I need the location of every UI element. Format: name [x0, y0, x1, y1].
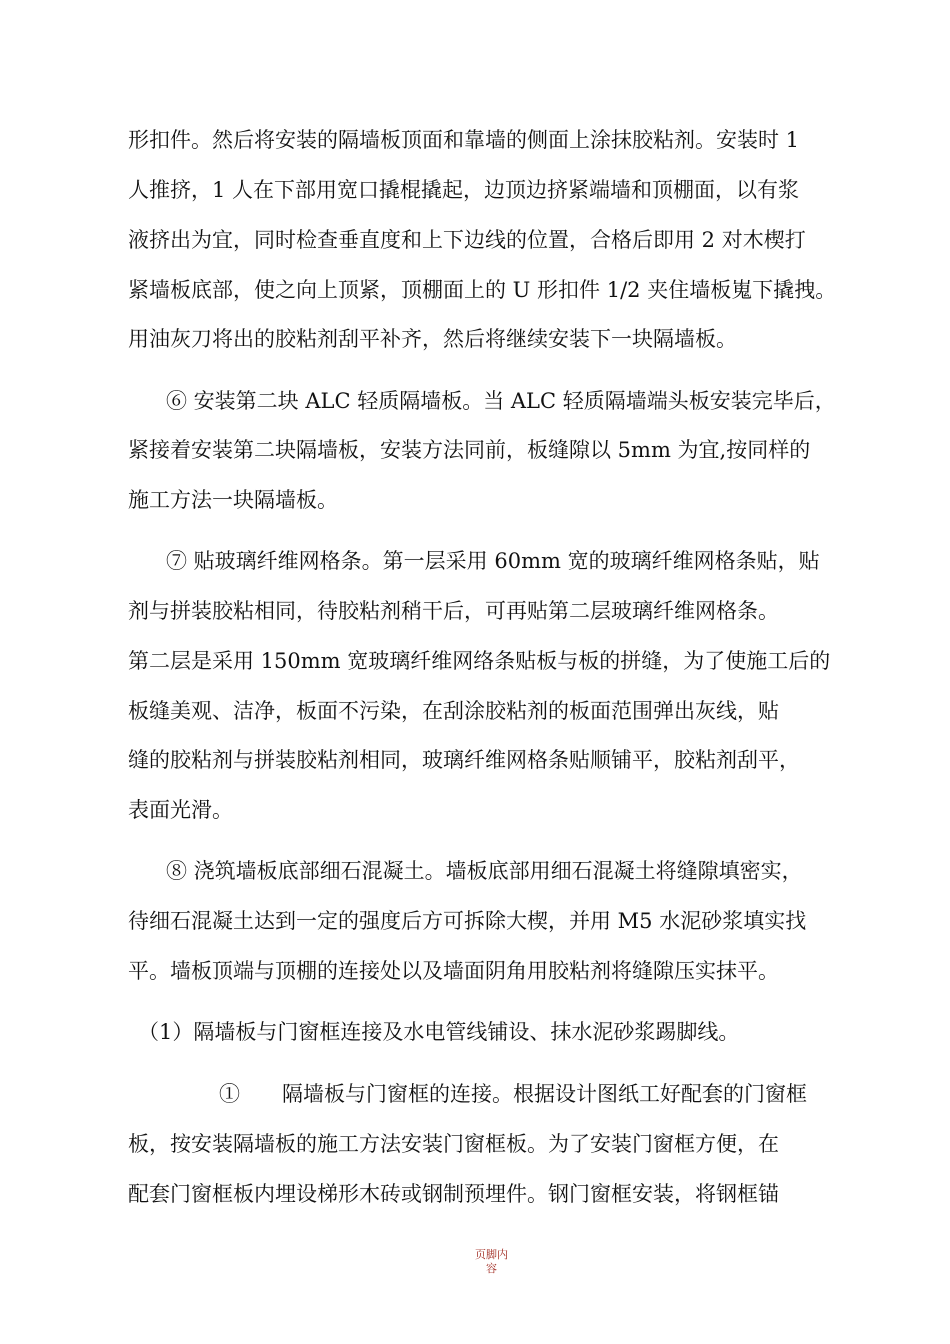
- text-line: 配套门窗框板内埋设梯形木砖或钢制预埋件。钢门窗框安装，将钢框锚: [128, 1182, 779, 1206]
- text-line: 紧墙板底部，使之向上顶紧，顶棚面上的 U 形扣件 1/2 夹住墙板嵬下撬拽。: [128, 278, 837, 302]
- page-footer: [475, 1248, 508, 1276]
- text-line: ⑦ 贴玻璃纤维网格条。第一层采用 60mm 宽的玻璃纤维网格条贴，贴: [166, 549, 820, 573]
- section-heading: （1）隔墙板与门窗框连接及水电管线铺设、抹水泥砂浆踢脚线。: [138, 1020, 740, 1044]
- text-line: 用油灰刀将出的胶粘剂刮平补齐，然后将继续安装下一块隔墙板。: [128, 327, 737, 351]
- text-line: 人推挤，1 人在下部用宽口撬棍撬起，边顶边挤紧端墙和顶棚面，以有浆: [128, 178, 800, 202]
- footer-line: 容: [486, 1262, 497, 1275]
- text-line: ⑥ 安装第二块 ALC 轻质隔墙板。当 ALC 轻质隔墙端头板安装完毕后，: [166, 389, 836, 413]
- text-line: 紧接着安装第二块隔墙板，安装方法同前，板缝隙以 5mm 为宜,按同样的: [128, 438, 811, 462]
- text-line: ① 隔墙板与门窗框的连接。根据设计图纸工好配套的门窗框: [219, 1082, 807, 1106]
- text-line: 缝的胶粘剂与拼装胶粘剂相同，玻璃纤维网格条贴顺铺平，胶粘剂刮平，: [128, 748, 800, 772]
- text-line: 表面光滑。: [128, 798, 233, 822]
- text-line: ⑧ 浇筑墙板底部细石混凝土。墙板底部用细石混凝土将缝隙填密实，: [166, 859, 803, 883]
- text-line: 板，按安装隔墙板的施工方法安装门窗框板。为了安装门窗框方便，在: [128, 1132, 779, 1156]
- text-line: 液挤出为宜，同时检查垂直度和上下边线的位置，合格后即用 2 对木楔打: [128, 228, 806, 252]
- text-line: 施工方法一块隔墙板。: [128, 488, 338, 512]
- text-line: 待细石混凝土达到一定的强度后方可拆除大楔，并用 M5 水泥砂浆填实找: [128, 909, 807, 933]
- text-line: 板缝美观、洁净，板面不污染，在刮涂胶粘剂的板面范围弹出灰线，贴: [128, 699, 779, 723]
- text-line: 形扣件。然后将安装的隔墙板顶面和靠墙的侧面上涂抹胶粘剂。安装时 1: [128, 128, 800, 152]
- text-line: 剂与拼装胶粘相同，待胶粘剂稍干后，可再贴第二层玻璃纤维网格条。: [128, 599, 779, 623]
- text-line: 第二层是采用 150mm 宽玻璃纤维网络条贴板与板的拼缝，为了使施工后的: [128, 649, 831, 673]
- text-line: 平。墙板顶端与顶棚的连接处以及墙面阴角用胶粘剂将缝隙压实抹平。: [128, 959, 779, 983]
- footer-line: 页脚内: [475, 1248, 508, 1261]
